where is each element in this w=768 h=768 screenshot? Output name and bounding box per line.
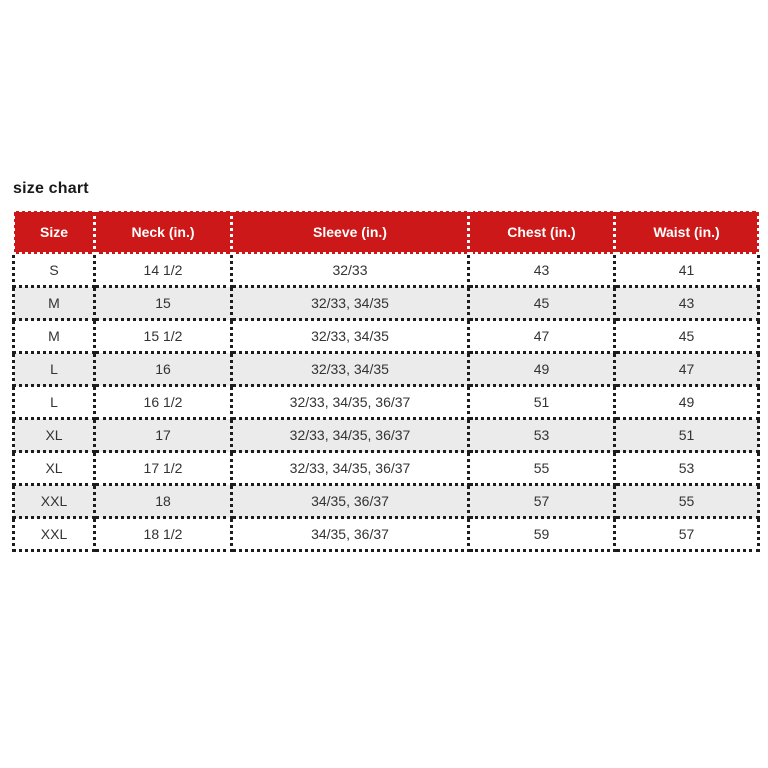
- table-cell: 32/33, 34/35, 36/37: [232, 452, 469, 485]
- table-cell: 49: [615, 386, 759, 419]
- column-header: Neck (in.): [95, 211, 232, 254]
- table-cell: 51: [469, 386, 615, 419]
- table-row: [14, 320, 759, 353]
- table-row: [14, 419, 759, 452]
- table-cell: 45: [469, 287, 615, 320]
- table-cell: 34/35, 36/37: [232, 518, 469, 551]
- column-header: Chest (in.): [469, 211, 615, 254]
- table-cell: XXL: [14, 485, 95, 518]
- table-cell: 53: [469, 419, 615, 452]
- table-cell: 16 1/2: [95, 386, 232, 419]
- size-chart-table: [12, 209, 760, 552]
- table-row: [14, 485, 759, 518]
- table-cell: 32/33, 34/35, 36/37: [232, 419, 469, 452]
- table-cell: 53: [615, 452, 759, 485]
- table-cell: 55: [615, 485, 759, 518]
- table-cell: M: [14, 287, 95, 320]
- table-cell: 57: [469, 485, 615, 518]
- table-cell: 51: [615, 419, 759, 452]
- table-cell: 15: [95, 287, 232, 320]
- table-cell: 49: [469, 353, 615, 386]
- table-cell: 32/33, 34/35, 36/37: [232, 386, 469, 419]
- table-cell: XXL: [14, 518, 95, 551]
- table-cell: XL: [14, 419, 95, 452]
- table-cell: 14 1/2: [95, 254, 232, 287]
- table-cell: 18: [95, 485, 232, 518]
- table-cell: 47: [615, 353, 759, 386]
- column-header: Size: [14, 211, 95, 254]
- table-cell: 43: [615, 287, 759, 320]
- table-cell: 32/33, 34/35: [232, 287, 469, 320]
- table-cell: 59: [469, 518, 615, 551]
- table-body: [14, 254, 759, 551]
- page-title: size chart: [13, 180, 89, 197]
- table-cell: S: [14, 254, 95, 287]
- table-row: [14, 452, 759, 485]
- table-cell: L: [14, 386, 95, 419]
- column-header: Waist (in.): [615, 211, 759, 254]
- table-cell: 45: [615, 320, 759, 353]
- table-cell: M: [14, 320, 95, 353]
- table-cell: 32/33, 34/35: [232, 353, 469, 386]
- table-cell: 41: [615, 254, 759, 287]
- table-cell: 55: [469, 452, 615, 485]
- table-cell: 17 1/2: [95, 452, 232, 485]
- table-row: [14, 353, 759, 386]
- table-cell: 18 1/2: [95, 518, 232, 551]
- header-row: [14, 211, 759, 254]
- table-row: [14, 386, 759, 419]
- table-cell: 32/33: [232, 254, 469, 287]
- table-cell: 47: [469, 320, 615, 353]
- table-cell: L: [14, 353, 95, 386]
- column-header: Sleeve (in.): [232, 211, 469, 254]
- table-cell: 15 1/2: [95, 320, 232, 353]
- table-cell: 43: [469, 254, 615, 287]
- table-cell: 34/35, 36/37: [232, 485, 469, 518]
- table-cell: 32/33, 34/35: [232, 320, 469, 353]
- table-row: [14, 254, 759, 287]
- table-cell: 16: [95, 353, 232, 386]
- table-cell: 17: [95, 419, 232, 452]
- table-cell: 57: [615, 518, 759, 551]
- table-row: [14, 518, 759, 551]
- table-row: [14, 287, 759, 320]
- table-cell: XL: [14, 452, 95, 485]
